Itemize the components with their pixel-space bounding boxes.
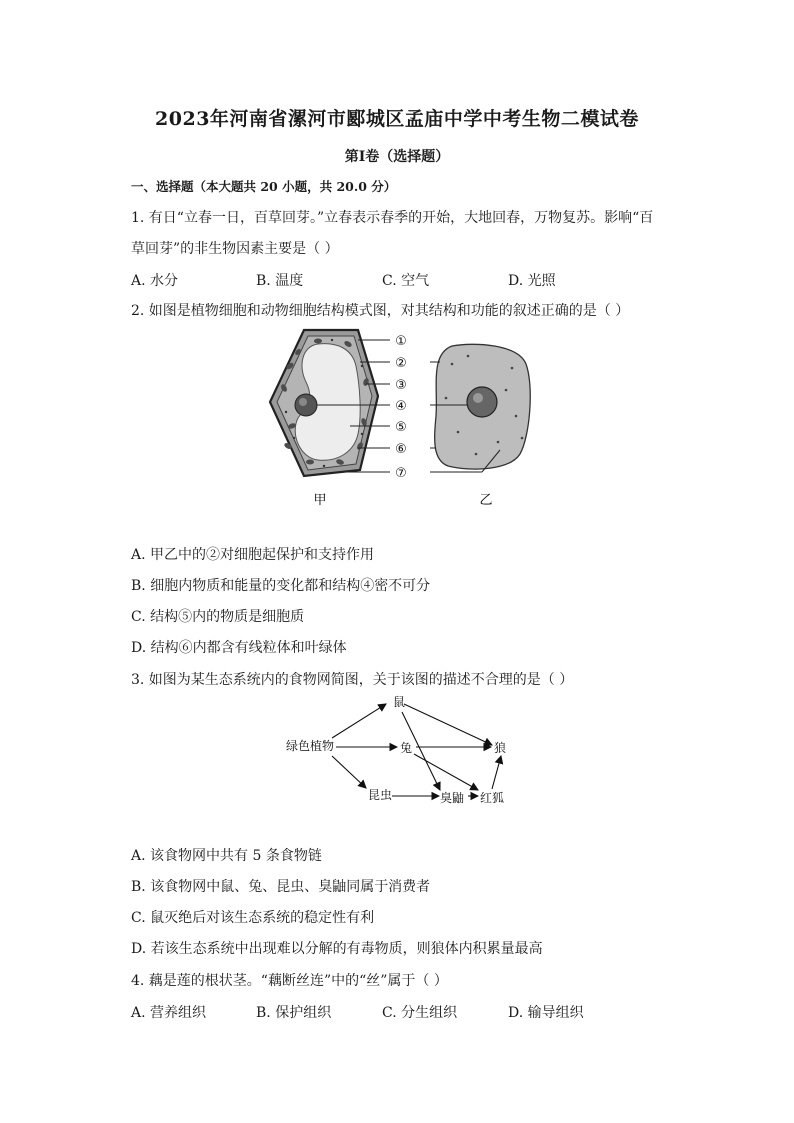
q4-option-b: B. 保护组织	[256, 1005, 332, 1021]
node-plant: 绿色植物	[286, 739, 335, 753]
volume-title: 第Ⅰ卷（选择题）	[344, 149, 450, 165]
animal-cell	[435, 344, 531, 469]
label-5: ⑤	[395, 420, 407, 435]
q4-option-c: C. 分生组织	[382, 1005, 458, 1021]
q3-option-a: A. 该食物网中共有 5 条食物链	[131, 848, 322, 864]
food-web-figure	[280, 690, 520, 810]
q2-option-c: C. 结构⑤内的物质是细胞质	[131, 609, 305, 625]
label-7: ⑦	[395, 466, 407, 481]
q1-option-c: C. 空气	[382, 273, 430, 289]
q1-option-d: D. 光照	[508, 273, 556, 289]
q1-option-a: A. 水分	[131, 273, 179, 289]
label-3: ③	[395, 378, 407, 393]
node-insect: 昆虫	[368, 788, 393, 802]
section-heading: 一、选择题（本大题共 20 小题，共 20.0 分）	[131, 179, 397, 194]
question-2-stem: 2. 如图是植物细胞和动物细胞结构模式图，对其结构和功能的叙述正确的是（ ）	[131, 303, 630, 319]
q2-option-a: A. 甲乙中的②对细胞起保护和支持作用	[131, 547, 375, 563]
node-mouse: 鼠	[393, 695, 406, 709]
q3-option-c: C. 鼠灭绝后对该生态系统的稳定性有利	[131, 910, 375, 926]
question-4-stem: 4. 藕是莲的根状茎。“藕断丝连”中的“丝”属于（ ）	[131, 973, 448, 989]
label-2: ②	[395, 356, 407, 371]
caption-yi: 乙	[479, 493, 493, 508]
caption-jia: 甲	[313, 493, 327, 508]
node-wolf: 狼	[494, 741, 507, 755]
q3-option-b: B. 该食物网中鼠、兔、昆虫、臭鼬同属于消费者	[131, 879, 431, 895]
q3-option-d: D. 若该生态系统中出现难以分解的有毒物质，则狼体内积累量最高	[131, 941, 543, 957]
q4-option-d: D. 输导组织	[508, 1005, 584, 1021]
node-rabbit: 兔	[400, 741, 413, 755]
label-6: ⑥	[395, 442, 407, 457]
q2-option-b: B. 细胞内物质和能量的变化都和结构④密不可分	[131, 578, 431, 594]
label-4: ④	[395, 399, 407, 414]
q4-option-a: A. 营养组织	[131, 1005, 207, 1021]
node-skunk: 臭鼬	[440, 791, 465, 805]
node-fox: 红狐	[480, 791, 505, 805]
q2-option-d: D. 结构⑥内都含有线粒体和叶绿体	[131, 640, 347, 656]
cell-structure-figure	[262, 326, 542, 512]
plant-cell	[270, 330, 378, 476]
question-1-line2: 草回芽”的非生物因素主要是（ ）	[131, 241, 339, 257]
label-1: ①	[395, 334, 407, 349]
q1-option-b: B. 温度	[256, 273, 304, 289]
question-3-stem: 3. 如图为某生态系统内的食物网简图，关于该图的描述不合理的是（ ）	[131, 672, 574, 688]
page-title: 2023年河南省漯河市郾城区孟庙中学中考生物二模试卷	[155, 108, 639, 130]
question-1-line1: 1. 有日“立春一日，百草回芽。”立春表示春季的开始，大地回春，万物复苏。影响“百	[131, 210, 654, 226]
